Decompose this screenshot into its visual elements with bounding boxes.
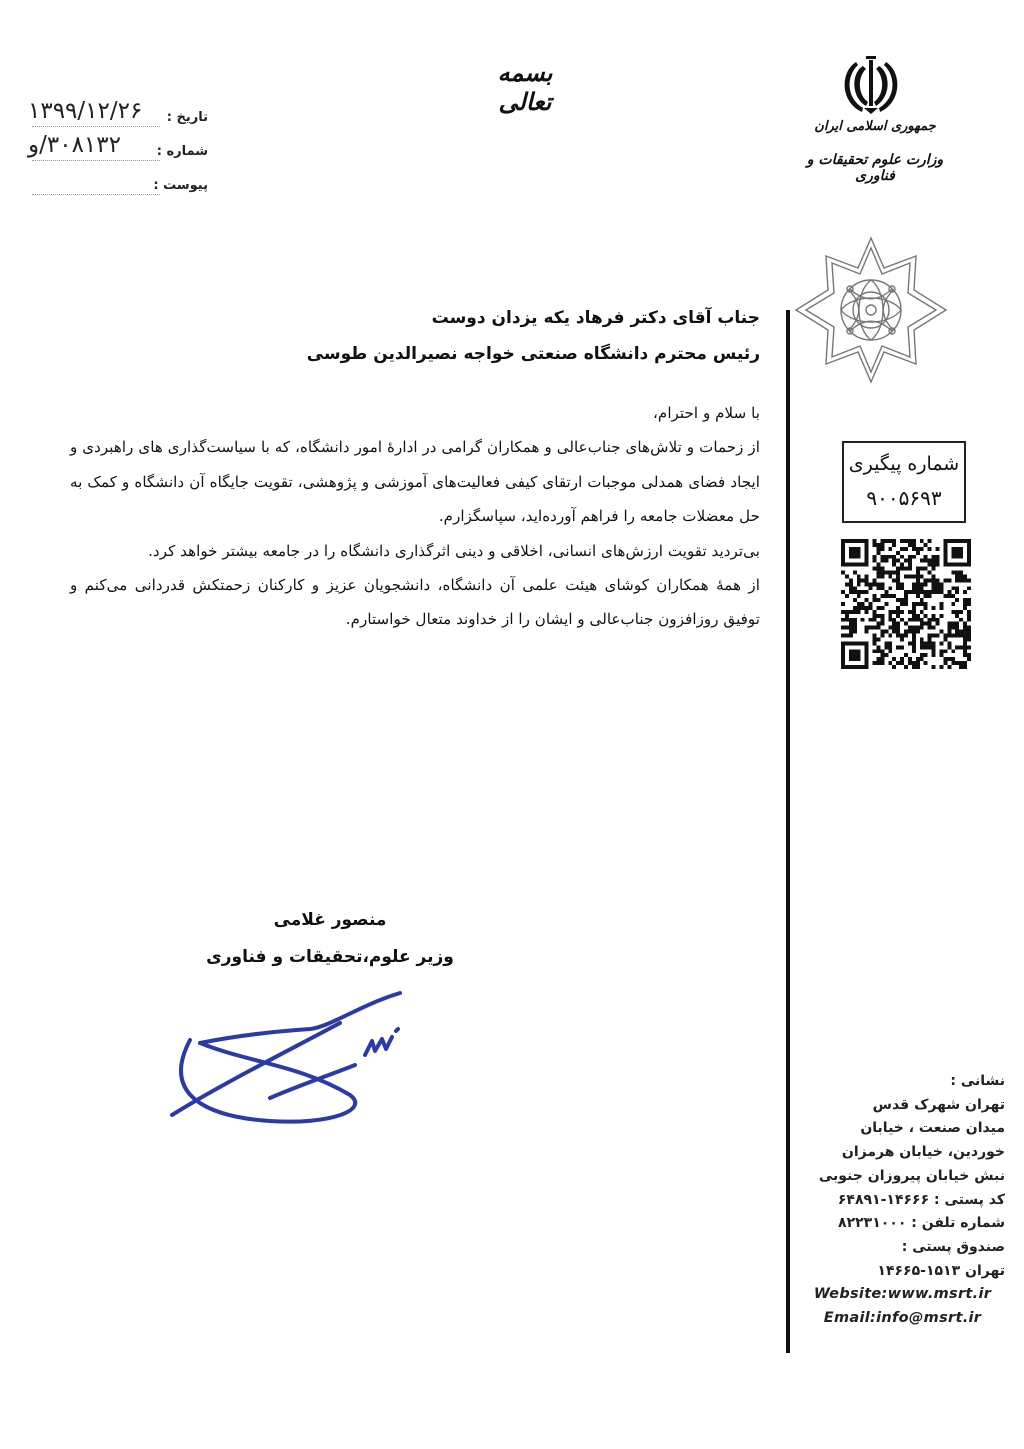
signer-title: وزیر علوم،تحقیقات و فناوری [206,947,454,967]
address-line-4: نبش خیابان پیروزان جنوبی [818,1167,1005,1184]
paragraph-appreciation: از زحمات و تلاش‌های جناب‌عالی و همکاران گرامی در ادارهٔ امور دانشگاه، که با سیاست‌گذاری های راهبردی و ایجاد فضای همدلی موجبات ارتقای کیفی فعالیت‌های آموزشی و پژوهشی، تقویت جایگاه آن دانشگاه و کمک به حل معضلات جامعه را فراهم آورده‌اید، سپاسگزارم. [70,438,760,526]
phone-number: شماره تلفن : ۸۲۲۳۱۰۰۰ [838,1215,1005,1232]
letter-body [70,396,760,637]
government-name: جمهوری اسلامی ایران [814,119,936,134]
address-label: نشانی : [950,1073,1005,1089]
tracking-number: ۹۰۰۵۶۹۳ [866,486,942,510]
tracking-number-box [842,441,966,523]
date-field [28,98,208,132]
po-box-label: صندوق پستی : [901,1238,1005,1255]
number-field [28,132,208,166]
date-value: ۱۳۹۹/۱۲/۲۶ [28,98,143,124]
handwritten-signature-icon [160,985,410,1125]
postal-code: کد پستی : ۱۴۶۶۶-۶۴۸۹۱ [837,1191,1005,1208]
ministry-name: وزارت علوم تحقیقات و فناوری [806,152,944,184]
website-link[interactable]: Website:www.msrt.ir [813,1286,992,1303]
date-label: تاریخ : [166,110,208,125]
signer-name: منصور غلامی [273,910,387,930]
attachment-label: پیوست : [153,178,208,193]
vertical-divider [786,310,790,1353]
number-value: ۳۰۸۱۳۲/و [28,132,121,158]
recipient-name: جناب آقای دکتر فرهاد یکه یزدان دوست [431,308,760,328]
signer-block [200,902,460,976]
paragraph-thanks: از همهٔ همکاران کوشای هیئت علمی آن دانشگاه، دانشجویان عزیز و کارکنان زحمتکش قدردانی می‌کنم و توفیق روزافزون جناب‌عالی و ایشان را از خداوند متعال خواستارم. [70,576,760,629]
islamic-star-ornament-icon [792,232,950,388]
email-link[interactable]: Email:info@msrt.ir [823,1310,982,1327]
po-box: تهران ۱۵۱۳-۱۴۶۶۵ [877,1262,1005,1279]
attachment-dotted-line [32,194,160,195]
address-line-3: خوردین، خیابان هرمزان [841,1144,1005,1161]
address-block [800,1070,1005,1331]
attachment-field [28,176,208,200]
recipient-title: رئیس محترم دانشگاه صنعتی خواجه نصیرالدین طوسی [306,344,760,364]
paragraph-values: بی‌تردید تقویت ارزش‌های انسانی، اخلاقی و دینی اثرگذاری دانشگاه را در جامعه بیشتر خواهد کرد. [148,541,760,560]
tracking-label: شماره پیگیری [848,453,960,475]
number-label: شماره : [156,144,208,159]
basmala-heading: بسمه تعالی [497,58,553,116]
recipient-block [300,300,760,372]
greeting: با سلام و احترام، [653,404,760,422]
address-line-1: تهران شهرک قدس [872,1096,1005,1113]
number-dotted-line [32,160,160,161]
qr-code-icon [841,539,971,669]
date-dotted-line [32,126,160,127]
address-line-2: میدان صنعت ، خیابان [860,1120,1005,1137]
iran-emblem-icon [838,52,904,118]
